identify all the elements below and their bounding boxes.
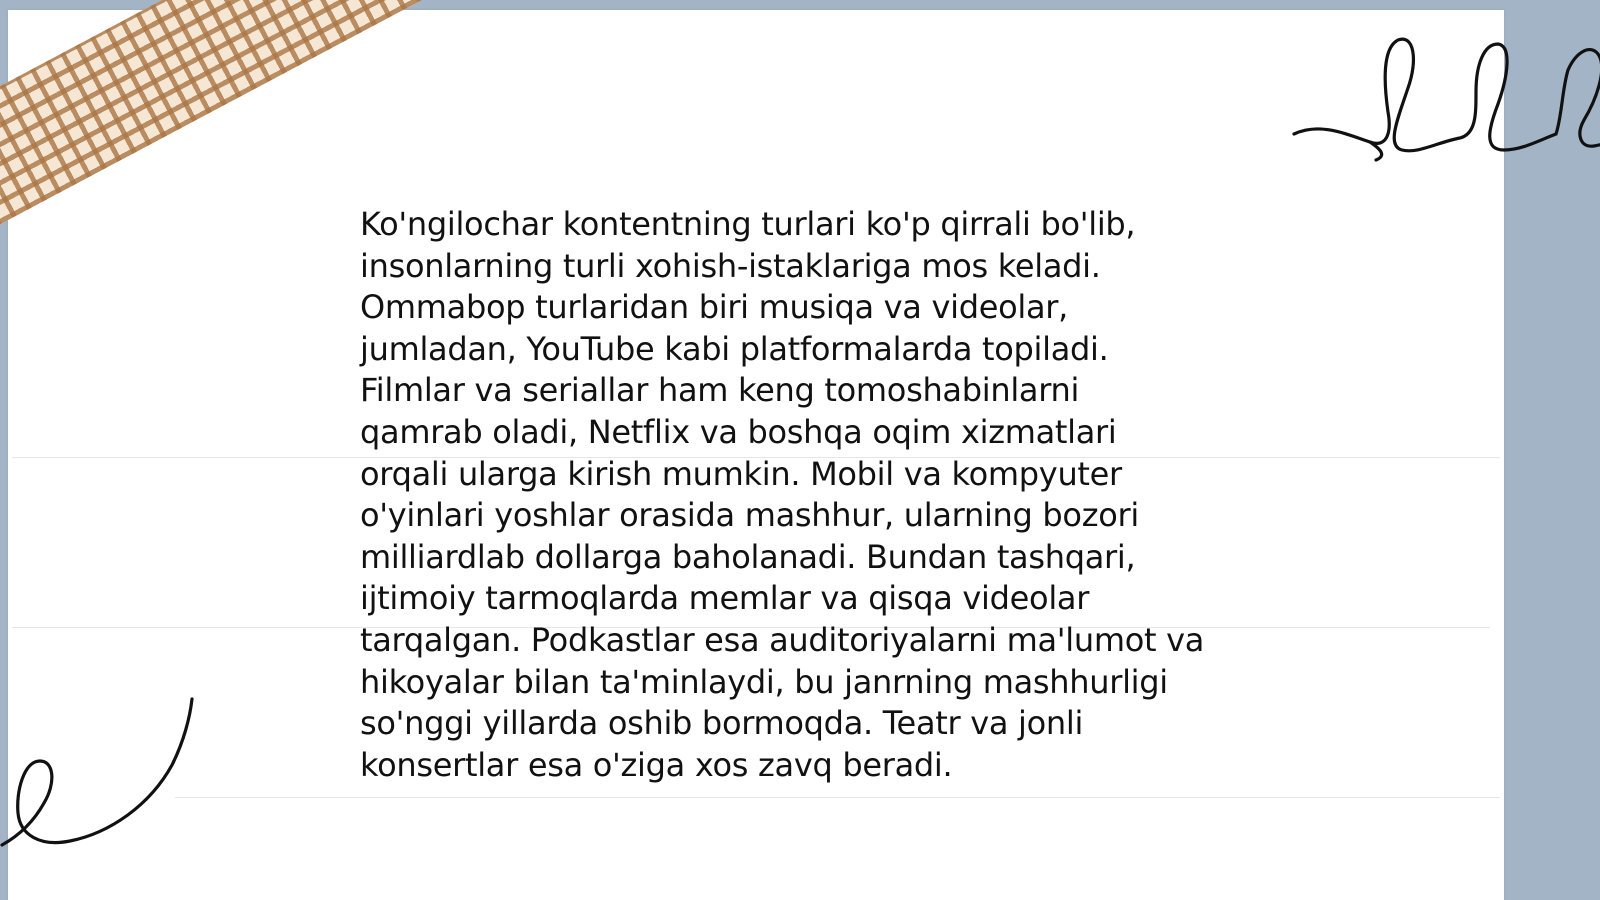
cursive-swirl-doodle-icon: [0, 695, 200, 850]
cursive-loops-doodle-icon: [1290, 30, 1600, 165]
paper-rule-line: [175, 797, 1500, 798]
body-paragraph: Ko'ngilochar kontentning turlari ko'p qirrali bo'lib, insonlarning turli xohish-istaklariga mos keladi. Ommabop turlaridan biri musiqa va videolar, jumladan, YouTube kabi platformalarda topiladi. Filmlar va seriallar ham keng tomoshabinlarni qamrab oladi, Netflix va boshqa oqim xizmatlari orqali ularga kirish mumkin. Mobil va kompyuter o'yinlari yoshlar orasida mashhur, ularning bozori milliardlab dollarga baholanadi. Bundan tashqari, ijtimoiy tarmoqlarda memlar va qisqa videolar tarqalgan. Podkastlar esa auditoriyalarni ma'lumot va hikoyalar bilan ta'minlaydi, bu janrning mashhurligi so'nggi yillarda oshib bormoqda. Teatr va jonli konsertlar esa o'ziga xos zavq beradi.: [360, 205, 1205, 784]
